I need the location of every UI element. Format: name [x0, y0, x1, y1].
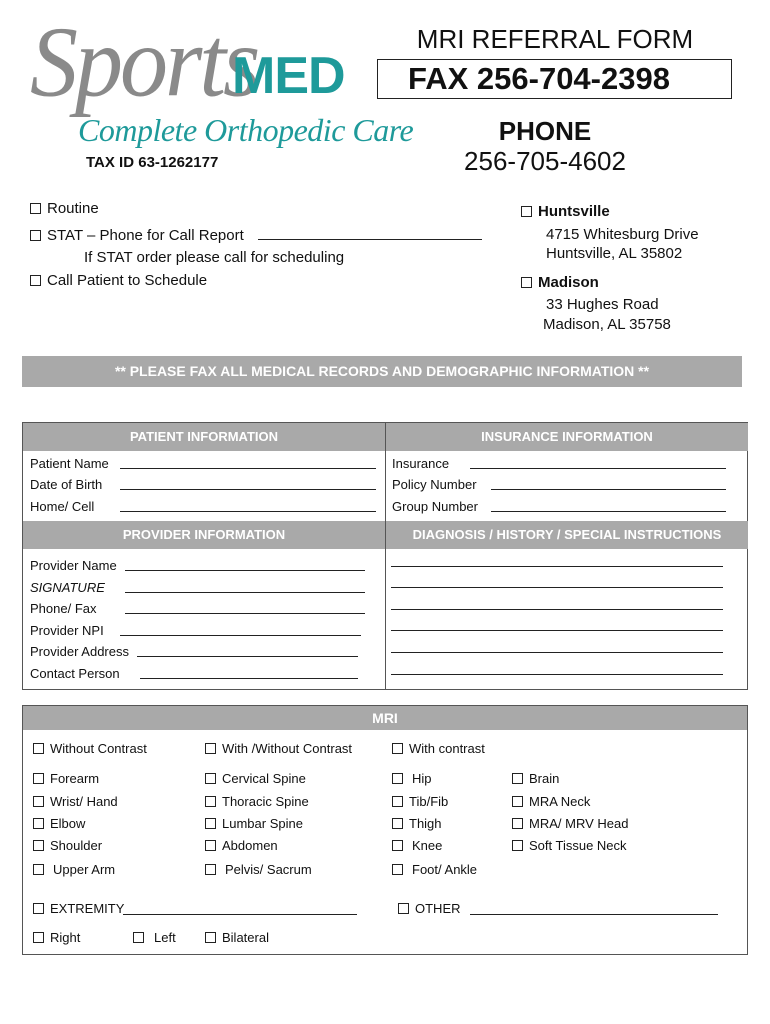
checkbox-icon[interactable]: [205, 932, 216, 943]
contact-person-label: Contact Person: [30, 666, 120, 681]
without-contrast-option[interactable]: [33, 741, 147, 756]
extremity-field[interactable]: [123, 914, 357, 915]
diagnosis-line-1[interactable]: [391, 566, 723, 567]
grid-divider: [385, 423, 386, 689]
option-label: Thigh: [409, 816, 442, 831]
signature-field[interactable]: [125, 592, 365, 593]
option-label: Without Contrast: [50, 741, 147, 756]
logo-med-text: MED: [232, 47, 345, 105]
extremity-option[interactable]: [33, 901, 124, 916]
patient-name-label: Patient Name: [30, 456, 109, 471]
option-label: Thoracic Spine: [222, 794, 309, 809]
hip-option[interactable]: [392, 771, 432, 786]
location-madison[interactable]: [521, 274, 599, 291]
mra-neck-option[interactable]: [512, 794, 590, 809]
madison-address-1: 33 Hughes Road: [546, 296, 659, 313]
checkbox-icon[interactable]: [392, 840, 403, 851]
left-option[interactable]: [133, 930, 176, 945]
mri-header: MRI: [23, 706, 747, 730]
option-label: Knee: [412, 838, 443, 853]
option-label: Elbow: [50, 816, 86, 831]
cervical-spine-option[interactable]: [205, 771, 306, 786]
routine-label: Routine: [47, 200, 99, 217]
checkbox-icon[interactable]: [33, 773, 44, 784]
insurance-field[interactable]: [470, 468, 726, 469]
option-label: Abdomen: [222, 838, 278, 853]
policy-number-label: Policy Number: [392, 477, 477, 492]
insurance-info-header: INSURANCE INFORMATION: [386, 423, 748, 451]
diagnosis-line-2[interactable]: [391, 587, 723, 588]
provider-info-header: PROVIDER INFORMATION: [23, 521, 385, 549]
provider-npi-field[interactable]: [120, 635, 361, 636]
option-label: Brain: [529, 771, 560, 786]
call-patient-option[interactable]: [30, 272, 207, 289]
checkbox-icon[interactable]: [205, 773, 216, 784]
checkbox-icon[interactable]: [205, 796, 216, 807]
provider-address-label: Provider Address: [30, 644, 129, 659]
diagnosis-line-6[interactable]: [391, 674, 723, 675]
logo-sports-text: Sports: [30, 5, 258, 118]
checkbox-icon[interactable]: [33, 818, 44, 829]
checkbox-icon[interactable]: [33, 903, 44, 914]
option-label: OTHER: [415, 901, 461, 916]
checkbox-icon[interactable]: [33, 864, 44, 875]
bilateral-option[interactable]: [205, 930, 269, 945]
checkbox-icon[interactable]: [33, 743, 44, 754]
diagnosis-line-4[interactable]: [391, 630, 723, 631]
checkbox-icon[interactable]: [392, 743, 403, 754]
option-label: MRA/ MRV Head: [529, 816, 629, 831]
checkbox-icon[interactable]: [205, 840, 216, 851]
option-label: Cervical Spine: [222, 771, 306, 786]
group-number-field[interactable]: [491, 511, 726, 512]
checkbox-icon[interactable]: [133, 932, 144, 943]
option-label: Shoulder: [50, 838, 103, 853]
provider-npi-label: Provider NPI: [30, 623, 104, 638]
dob-label: Date of Birth: [30, 477, 103, 492]
contact-person-field[interactable]: [140, 678, 358, 679]
checkbox-icon[interactable]: [205, 743, 216, 754]
option-label: EXTREMITY: [50, 901, 125, 916]
home-cell-field[interactable]: [120, 511, 376, 512]
routine-checkbox[interactable]: [30, 203, 41, 214]
phone-fax-field[interactable]: [125, 613, 365, 614]
checkbox-icon[interactable]: [392, 796, 403, 807]
elbow-option[interactable]: [33, 816, 85, 831]
abdomen-option[interactable]: [205, 838, 278, 853]
other-option[interactable]: [398, 901, 461, 916]
checkbox-icon[interactable]: [512, 773, 523, 784]
checkbox-icon[interactable]: [33, 840, 44, 851]
stat-call-report-field[interactable]: [258, 239, 482, 240]
madison-name: Madison: [538, 274, 599, 291]
option-label: MRA Neck: [529, 794, 591, 809]
patient-info-header: PATIENT INFORMATION: [23, 423, 385, 451]
mri-section: [22, 705, 748, 955]
option-label: Soft Tissue Neck: [529, 838, 627, 853]
madison-address-2: Madison, AL 35758: [543, 316, 671, 333]
brain-option[interactable]: [512, 771, 559, 786]
stat-note: If STAT order please call for scheduling: [84, 249, 345, 266]
stat-label: STAT – Phone for Call Report: [47, 227, 244, 244]
upper-arm-option[interactable]: [33, 862, 115, 877]
phone-number: 256-705-4602: [464, 146, 626, 176]
tib-fib-option[interactable]: [392, 794, 448, 809]
provider-name-label: Provider Name: [30, 558, 117, 573]
checkbox-icon[interactable]: [512, 840, 523, 851]
insurance-label: Insurance: [392, 456, 450, 471]
checkbox-icon[interactable]: [33, 796, 44, 807]
stat-checkbox[interactable]: [30, 230, 41, 241]
fax-number: FAX 256-704-2398: [377, 59, 732, 99]
signature-label: SIGNATURE: [30, 580, 105, 595]
foot-ankle-option[interactable]: [392, 862, 477, 877]
soft-tissue-neck-option[interactable]: [512, 838, 627, 853]
right-option[interactable]: [33, 930, 80, 945]
form-title: MRI REFERRAL FORM: [416, 24, 694, 54]
lumbar-spine-option[interactable]: [205, 816, 303, 831]
checkbox-icon[interactable]: [205, 864, 216, 875]
checkbox-icon[interactable]: [392, 773, 403, 784]
thoracic-spine-option[interactable]: [205, 794, 309, 809]
diagnosis-line-3[interactable]: [391, 609, 723, 610]
dob-field[interactable]: [120, 489, 376, 490]
group-number-label: Group Number: [392, 499, 478, 514]
routine-option[interactable]: [30, 200, 99, 217]
forearm-option[interactable]: [33, 771, 99, 786]
thigh-option[interactable]: [392, 816, 442, 831]
huntsville-name: Huntsville: [538, 203, 610, 220]
tax-id: TAX ID 63-1262177: [86, 154, 219, 171]
other-field[interactable]: [470, 914, 718, 915]
option-label: Foot/ Ankle: [412, 862, 478, 877]
diagnosis-header: DIAGNOSIS / HISTORY / SPECIAL INSTRUCTIONS: [386, 521, 748, 549]
checkbox-icon[interactable]: [33, 932, 44, 943]
location-huntsville[interactable]: [521, 203, 610, 220]
fax-records-banner: ** PLEASE FAX ALL MEDICAL RECORDS AND DEMOGRAPHIC INFORMATION **: [22, 356, 742, 387]
option-label: With /Without Contrast: [222, 741, 353, 756]
knee-option[interactable]: [392, 838, 442, 853]
option-label: Forearm: [50, 771, 100, 786]
policy-number-field[interactable]: [491, 489, 726, 490]
huntsville-address-1: 4715 Whitesburg Drive: [546, 226, 699, 243]
stat-option[interactable]: [30, 227, 482, 244]
mra-mrv-head-option[interactable]: [512, 816, 628, 831]
checkbox-icon[interactable]: [392, 864, 403, 875]
madison-checkbox[interactable]: [521, 277, 532, 288]
patient-name-field[interactable]: [120, 468, 376, 469]
checkbox-icon[interactable]: [392, 818, 403, 829]
checkbox-icon[interactable]: [398, 903, 409, 914]
with-contrast-option[interactable]: [392, 741, 485, 756]
call-patient-label: Call Patient to Schedule: [47, 272, 208, 289]
pelvis-sacrum-option[interactable]: [205, 862, 312, 877]
checkbox-icon[interactable]: [205, 818, 216, 829]
diagnosis-line-5[interactable]: [391, 652, 723, 653]
huntsville-address-2: Huntsville, AL 35802: [546, 245, 683, 262]
home-cell-label: Home/ Cell: [30, 499, 95, 514]
checkbox-icon[interactable]: [512, 796, 523, 807]
shoulder-option[interactable]: [33, 838, 102, 853]
option-label: Hip: [412, 771, 432, 786]
option-label: Upper Arm: [53, 862, 116, 877]
provider-address-field[interactable]: [137, 656, 358, 657]
option-label: Tib/Fib: [409, 794, 449, 809]
option-label: Bilateral: [222, 930, 269, 945]
option-label: Pelvis/ Sacrum: [225, 862, 312, 877]
call-patient-checkbox[interactable]: [30, 275, 41, 286]
option-label: Right: [50, 930, 81, 945]
wrist-hand-option[interactable]: [33, 794, 118, 809]
option-label: Left: [154, 930, 176, 945]
info-grid: [22, 422, 748, 690]
option-label: With contrast: [409, 741, 485, 756]
logo-tagline: Complete Orthopedic Care: [78, 112, 414, 148]
phone-label: PHONE: [498, 116, 592, 146]
phone-fax-label: Phone/ Fax: [30, 601, 97, 616]
option-label: Lumbar Spine: [222, 816, 303, 831]
option-label: Wrist/ Hand: [50, 794, 118, 809]
with-without-contrast-option[interactable]: [205, 741, 352, 756]
provider-name-field[interactable]: [125, 570, 365, 571]
checkbox-icon[interactable]: [512, 818, 523, 829]
huntsville-checkbox[interactable]: [521, 206, 532, 217]
